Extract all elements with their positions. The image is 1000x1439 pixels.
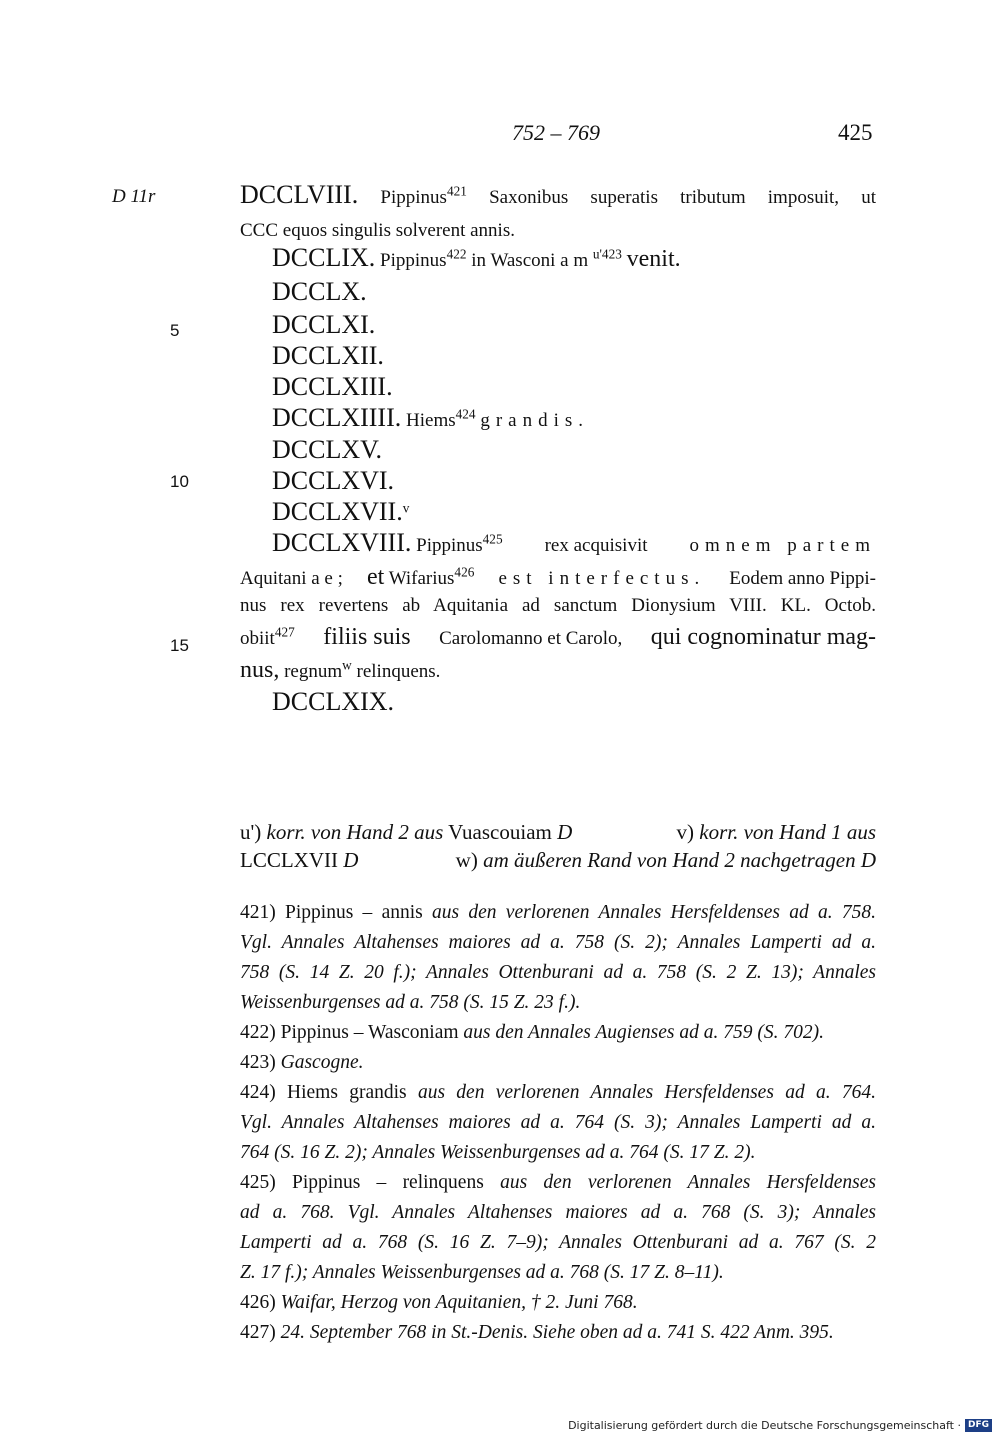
variant-sigla: D [343, 848, 359, 872]
manuscript-sigla: D 11r [112, 186, 156, 207]
footnote-ref-422: 422 [446, 246, 467, 262]
entry-768-line-2 [240, 564, 876, 591]
year-768: DCCLXVIII. [272, 528, 412, 557]
entry-text: rex acquisivit [544, 535, 648, 556]
variant-reading: LCCLXVII [240, 848, 338, 872]
footnote-text: aus den verlorenen Annales Hersfeldenses ad a. 764. [417, 1082, 877, 1103]
entry-758-line-2: CCC equos singulis solverent annis. [240, 220, 515, 241]
footnote-427 [240, 1318, 876, 1348]
variant-row-2 [240, 846, 876, 874]
entry-768-line-4 [240, 624, 876, 651]
footnote-421-line-1 [240, 898, 876, 928]
year-767: DCCLXVII. [272, 497, 403, 526]
footnote-ref-424: 424 [455, 406, 476, 422]
year-762: DCCLXII. [272, 341, 384, 370]
word-pippinus: Pippinus [416, 535, 483, 556]
page-number: 425 [838, 120, 873, 145]
footnote-426 [240, 1288, 876, 1318]
year-765: DCCLXV. [272, 435, 383, 464]
variant-ref-w: w [342, 657, 352, 673]
credit-text: Digitalisierung gefördert durch die Deutsche Forschungsgemeinschaft · [568, 1419, 961, 1432]
entry-text: in Wasconi a m [471, 250, 589, 271]
variant-label-w: w) [455, 848, 478, 872]
footnote-text: Gascogne. [280, 1052, 364, 1073]
line-number-10: 10 [170, 472, 189, 491]
entry-768-line-1 [272, 528, 876, 558]
footnote-425-line-4: Z. 17 f.); Annales Weissenburgenses ad a. 768 (S. 17 Z. 8–11). [240, 1262, 724, 1283]
entry-767 [272, 497, 908, 527]
entry-759 [272, 243, 908, 273]
word-relinquens: relinquens. [356, 661, 441, 682]
variant-note: korr. von Hand 1 aus [699, 820, 876, 844]
footnote-421-line-2: Vgl. Annales Altahenses maiores ad a. 758 (S. 2); Annales Lamperti ad a. [240, 932, 876, 953]
word-et: et [366, 564, 385, 590]
word-obiit: obiit [240, 628, 275, 649]
footnotes [240, 898, 876, 1348]
footnote-424-line-3: 764 (S. 16 Z. 2); Annales Weissenburgenses ad a. 764 (S. 17 Z. 2). [240, 1142, 756, 1163]
variant-ref-v: v [402, 500, 410, 516]
year-759: DCCLIX. [272, 243, 376, 272]
footnote-lemma: 424) Hiems grandis [240, 1082, 407, 1103]
footnote-text: aus den verlorenen Annales Hersfeldenses ad a. 758. [432, 902, 876, 923]
year-766: DCCLXVI. [272, 466, 395, 495]
variant-ref-u-423: u'423 [592, 246, 622, 262]
footnote-lemma: 422) Pippinus – Wasconiam [240, 1022, 459, 1043]
dfg-logo: DFG [965, 1419, 992, 1432]
entry-text: qui cognominatur mag- [650, 624, 876, 650]
variant-label-u: u') [240, 820, 262, 844]
entry-768-line-3: nus rex revertens ab Aquitania ad sanctum Dionysium VIII. KL. Octob. [240, 595, 876, 616]
word-grandis: grandis. [480, 410, 590, 431]
running-head-years: 752 – 769 [512, 120, 600, 145]
footnote-424-line-1 [240, 1078, 876, 1108]
footnote-lemma: 427) [240, 1322, 276, 1343]
footnote-423 [240, 1048, 876, 1078]
footnote-421-line-4: Weissenburgenses ad a. 758 (S. 15 Z. 23 f.). [240, 992, 581, 1013]
year-769: DCCLXIX. [272, 687, 395, 716]
variant-apparatus [240, 818, 876, 874]
footnote-425-line-3: Lamperti ad a. 768 (S. 16 Z. 7–9); Annales Ottenburani ad a. 767 (S. 2 [240, 1232, 876, 1253]
variant-note: korr. von Hand 2 aus [266, 820, 444, 844]
word-pippinus: Pippinus [380, 250, 447, 271]
footnote-ref-427: 427 [274, 624, 295, 640]
footnote-lemma: 426) [240, 1292, 276, 1313]
footnote-lemma: 423) [240, 1052, 276, 1073]
spaced-text: omnem partem [689, 535, 876, 556]
entry-768-line-5 [240, 657, 876, 684]
year-760: DCCLX. [272, 277, 367, 306]
footnote-425-line-1 [240, 1168, 876, 1198]
footnote-421-line-3: 758 (S. 14 Z. 20 f.); Annales Ottenburani ad a. 758 (S. 2 Z. 13); Annales [240, 962, 876, 983]
year-761: DCCLXI. [272, 310, 376, 339]
variant-label-v: v) [676, 820, 694, 844]
footnote-ref-421: 421 [446, 183, 467, 199]
footnote-ref-426: 426 [454, 564, 475, 580]
footnote-text: aus den Annales Augienses ad a. 759 (S. 702). [463, 1022, 824, 1043]
variant-row-1 [240, 818, 876, 846]
entry-text: Eodem anno Pippi- [729, 568, 876, 589]
variant-note: am äußeren Rand von Hand 2 nachgetragen D [483, 848, 876, 872]
footnote-text: aus den verlorenen Annales Hersfeldenses [500, 1172, 876, 1193]
footnote-424-line-2: Vgl. Annales Altahenses maiores ad a. 764 (S. 3); Annales Lamperti ad a. [240, 1112, 876, 1133]
footnote-text: 24. September 768 in St.-Denis. Siehe oben ad a. 741 S. 422 Anm. 395. [280, 1322, 834, 1343]
word-regnum: regnum [284, 661, 343, 682]
year-758: DCCLVIII. [240, 180, 359, 209]
word-pippinus: Pippinus [380, 187, 447, 208]
footnote-lemma: 421) Pippinus – annis [240, 902, 423, 923]
entry-text: Saxonibus superatis tributum imposuit, ut [489, 187, 876, 208]
entry-text: filiis suis [323, 624, 411, 650]
line-number-15: 15 [170, 636, 189, 655]
line-number-5: 5 [170, 321, 180, 340]
footnote-ref-425: 425 [482, 531, 503, 547]
footnote-422 [240, 1018, 876, 1048]
footnote-425-line-2: ad a. 768. Vgl. Annales Altahenses maiores ad a. 768 (S. 3); Annales [240, 1202, 876, 1223]
entry-758-line-1 [240, 180, 876, 210]
digitization-credit [568, 1419, 992, 1432]
entry-text: Carolomanno et Carolo, [439, 628, 623, 649]
word-hiems: Hiems [406, 410, 456, 431]
word-wifarius: Wifarius [388, 568, 455, 589]
variant-sigla: D [557, 820, 573, 844]
footnote-lemma: 425) Pippinus – relinquens [240, 1172, 484, 1193]
variant-reading: Vuascouiam [448, 820, 552, 844]
word-aquitaniae: Aquitani a e ; [240, 568, 343, 589]
entry-text: venit. [626, 246, 681, 272]
entry-764 [272, 403, 908, 433]
year-763: DCCLXIII. [272, 372, 393, 401]
year-764: DCCLXIIII. [272, 403, 402, 432]
footnote-text: Waifar, Herzog von Aquitanien, † 2. Juni 768. [280, 1292, 638, 1313]
spaced-text: est interfectus. [498, 568, 706, 589]
word-nus: nus, [240, 657, 280, 683]
